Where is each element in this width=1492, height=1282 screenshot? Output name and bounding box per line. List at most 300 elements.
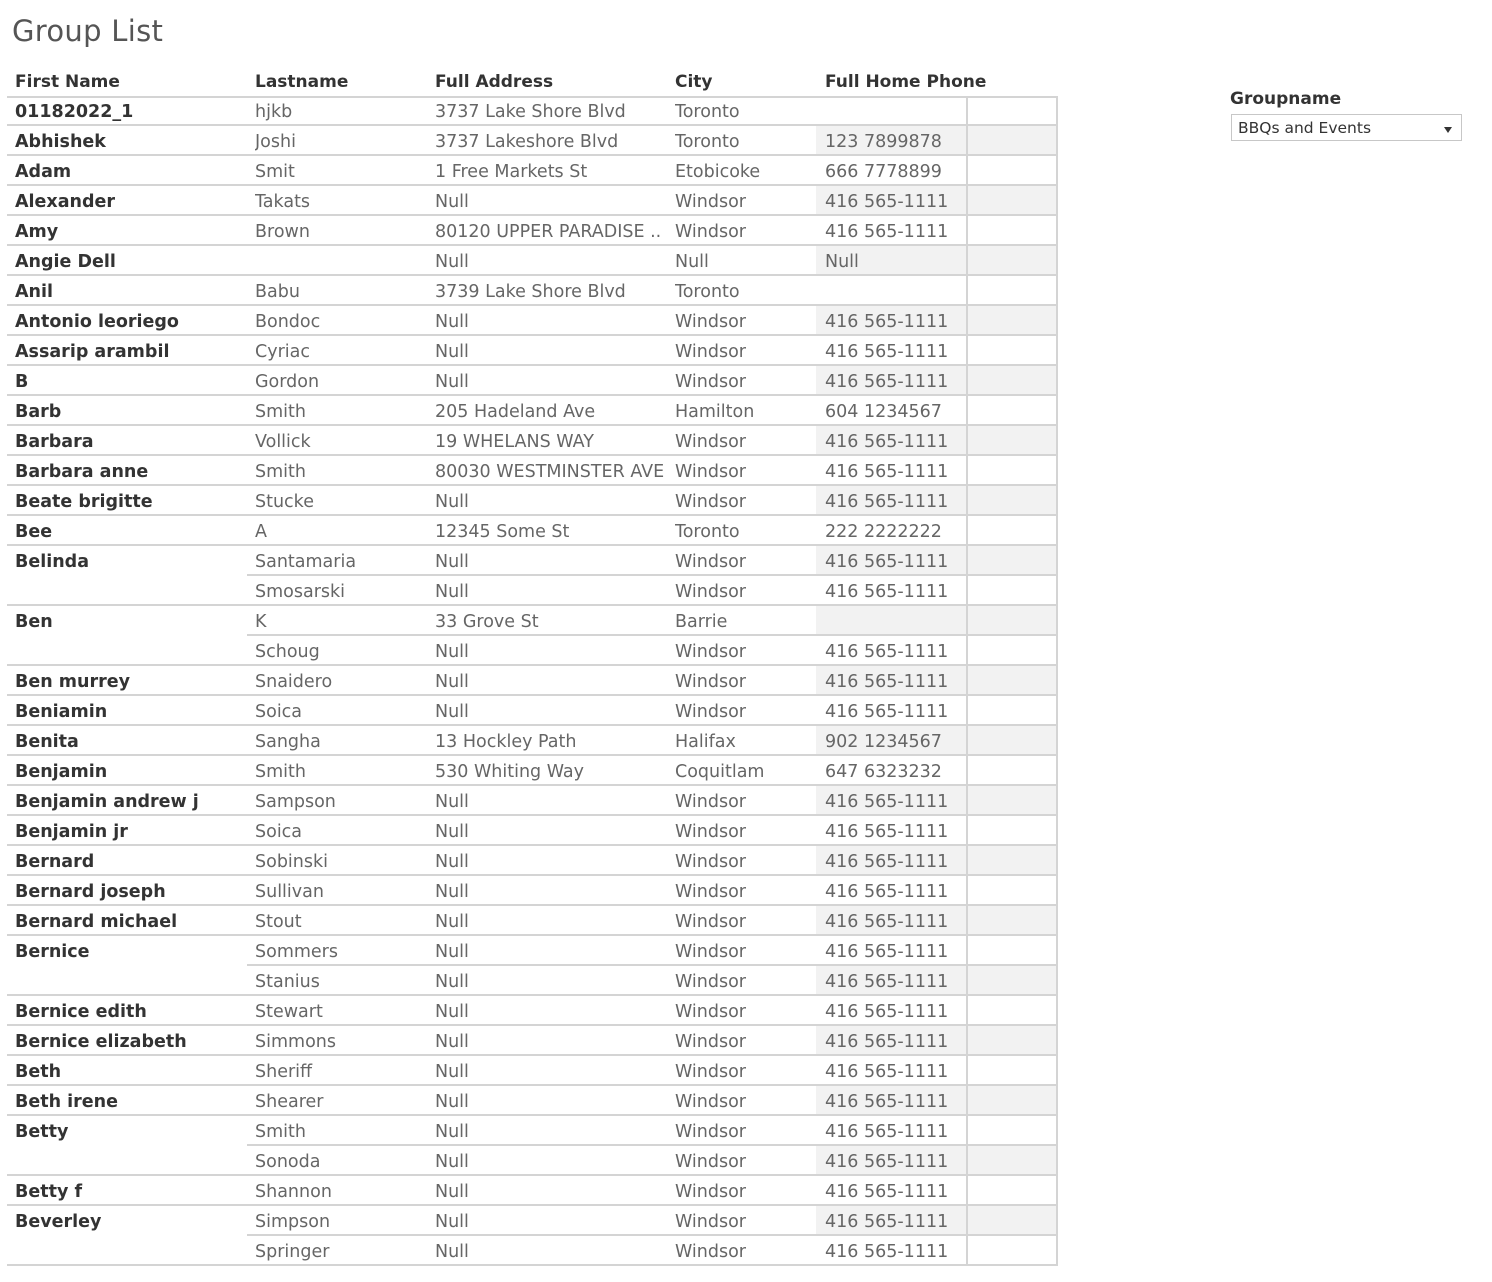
first-name-cell: Betty f [15,1182,83,1202]
table-row[interactable] [7,426,1058,456]
city-cell: Toronto [675,132,740,152]
phone-cell: 416 565-1111 [825,312,949,332]
table-right-border [1056,606,1058,636]
address-cell: Null [435,1122,469,1142]
table-row[interactable] [7,1236,1058,1266]
lastname-cell: Smith [255,1122,306,1142]
table-row[interactable] [7,1116,1058,1146]
first-name-cell: Anil [15,282,53,302]
table-row[interactable] [7,126,1058,156]
row-tail-background [966,1056,1058,1086]
table-row[interactable] [7,696,1058,726]
row-tail-background [966,276,1058,306]
column-divider [966,516,968,546]
table-right-border [1056,786,1058,816]
first-name-cell: Alexander [15,192,115,212]
city-cell: Windsor [675,852,746,872]
lastname-cell: Sobinski [255,852,328,872]
table-right-border [1056,96,1058,126]
city-cell: Windsor [675,372,746,392]
phone-cell: 416 565-1111 [825,372,949,392]
city-cell: Windsor [675,1242,746,1262]
table-right-border [1056,1206,1058,1236]
column-divider [966,1236,968,1266]
column-divider [966,576,968,606]
column-divider [966,756,968,786]
table-row[interactable] [7,606,1058,636]
phone-cell: 416 565-1111 [825,222,949,242]
groupname-filter-label: Groupname [1230,89,1342,109]
address-cell: 205 Hadeland Ave [435,402,596,422]
address-cell: 3737 Lakeshore Blvd [435,132,619,152]
table-row[interactable] [7,1056,1058,1086]
first-name-cell: Barb [15,402,62,422]
table-row[interactable] [7,216,1058,246]
table-right-border [1056,156,1058,186]
table-right-border [1056,126,1058,156]
chevron-down-icon[interactable] [1444,127,1452,133]
table-row[interactable] [7,396,1058,426]
column-divider [966,546,968,576]
column-header-city[interactable]: City [675,72,713,92]
row-tail-background [966,1236,1058,1266]
table-right-border [1056,966,1058,996]
first-name-cell: Bernice elizabeth [15,1032,187,1052]
row-tail-background [966,156,1058,186]
lastname-cell [255,246,427,276]
lastname-cell: Stout [255,912,302,932]
column-divider [966,336,968,366]
phone-cell: 416 565-1111 [825,1032,949,1052]
row-tail-background [966,1086,1058,1116]
first-name-cell: Beate brigitte [15,492,153,512]
first-name-cell: Belinda [15,552,89,572]
phone-cell: 416 565-1111 [825,582,949,602]
address-cell: 530 Whiting Way [435,762,584,782]
table-row[interactable] [7,576,1058,606]
address-cell: Null [435,342,469,362]
column-divider [966,1086,968,1116]
city-cell: Windsor [675,882,746,902]
table-row[interactable] [7,1176,1058,1206]
city-cell: Coquitlam [675,762,765,782]
phone-cell: 416 565-1111 [825,192,949,212]
address-cell: Null [435,702,469,722]
phone-cell: 416 565-1111 [825,1092,949,1112]
first-name-cell: Bernard [15,852,95,872]
phone-cell: 647 6323232 [825,762,942,782]
city-cell: Windsor [675,972,746,992]
column-header-full-address[interactable]: Full Address [435,72,554,92]
first-name-cell: Bernard joseph [15,882,166,902]
column-divider [966,846,968,876]
city-cell: Windsor [675,492,746,512]
table-row[interactable] [7,966,1058,996]
table-row[interactable] [7,1026,1058,1056]
city-cell: Null [675,252,709,272]
table-right-border [1056,456,1058,486]
lastname-cell: Sommers [255,942,338,962]
address-cell: Null [435,1212,469,1232]
city-cell: Windsor [675,1152,746,1172]
table-row[interactable] [7,486,1058,516]
table-right-border [1056,996,1058,1026]
table-row[interactable] [7,906,1058,936]
city-cell: Toronto [675,102,740,122]
city-cell: Etobicoke [675,162,761,182]
table-row[interactable] [7,846,1058,876]
column-header-lastname[interactable]: Lastname [255,72,349,92]
table-row[interactable] [7,666,1058,696]
table-row[interactable] [7,96,1058,126]
column-divider [966,216,968,246]
lastname-cell: Takats [255,192,311,212]
city-cell: Windsor [675,822,746,842]
city-cell: Windsor [675,222,746,242]
address-cell: Null [435,852,469,872]
table-row[interactable] [7,306,1058,336]
city-cell: Windsor [675,1032,746,1052]
lastname-cell: Stanius [255,972,320,992]
first-name-cell [15,636,247,666]
lastname-cell: Snaidero [255,672,333,692]
column-divider [966,1146,968,1176]
table-right-border [1056,666,1058,696]
city-cell: Hamilton [675,402,755,422]
row-tail-background [966,846,1058,876]
column-divider [966,96,968,126]
lastname-cell: Shannon [255,1182,332,1202]
address-cell: Null [435,1182,469,1202]
phone-cell: 416 565-1111 [825,1062,949,1082]
phone-cell: 416 565-1111 [825,462,949,482]
row-tail-background [966,426,1058,456]
table-right-border [1056,636,1058,666]
row-tail-background [966,306,1058,336]
table-right-border [1056,1026,1058,1056]
row-tail-background [966,1116,1058,1146]
row-tail-background [966,786,1058,816]
row-tail-background [966,126,1058,156]
phone-cell: 416 565-1111 [825,492,949,512]
table-row[interactable] [7,936,1058,966]
table-right-border [1056,1116,1058,1146]
address-cell: Null [435,1152,469,1172]
table-right-border [1056,186,1058,216]
first-name-cell: Benjamin jr [15,822,128,842]
first-name-cell: Beth irene [15,1092,118,1112]
table-row[interactable] [7,366,1058,396]
column-divider [966,1116,968,1146]
column-divider [966,696,968,726]
row-tail-background [966,636,1058,666]
lastname-cell: hjkb [255,102,293,122]
address-cell: Null [435,372,469,392]
city-cell: Barrie [675,612,728,632]
row-tail-background [966,726,1058,756]
row-tail-background [966,96,1058,126]
phone-cell: 222 2222222 [825,522,942,542]
row-tail-background [966,996,1058,1026]
city-cell: Windsor [675,342,746,362]
column-divider [966,396,968,426]
address-cell: Null [435,552,469,572]
first-name-cell: B [15,372,29,392]
column-divider [966,966,968,996]
lastname-cell: Sheriff [255,1062,313,1082]
city-cell: Windsor [675,942,746,962]
address-cell: Null [435,312,469,332]
lastname-cell: Stewart [255,1002,323,1022]
lastname-cell: Soica [255,822,303,842]
first-name-cell: Benita [15,732,79,752]
table-right-border [1056,1146,1058,1176]
phone-cell: 416 565-1111 [825,432,949,452]
column-divider [966,666,968,696]
first-name-cell: 01182022_1 [15,102,134,122]
table-right-border [1056,366,1058,396]
table-row[interactable] [7,336,1058,366]
first-name-cell: Bernard michael [15,912,178,932]
address-cell: Null [435,642,469,662]
first-name-cell: Assarip arambil [15,342,170,362]
phone-cell: 416 565-1111 [825,852,949,872]
phone-cell [825,96,965,126]
column-divider [966,366,968,396]
address-cell: Null [435,1092,469,1112]
table-row[interactable] [7,876,1058,906]
first-name-cell: Ben murrey [15,672,130,692]
table-row[interactable] [7,546,1058,576]
first-name-cell [15,966,247,996]
city-cell: Windsor [675,672,746,692]
column-header-first-name[interactable]: First Name [15,72,120,92]
phone-cell [825,276,965,306]
table-right-border [1056,546,1058,576]
first-name-cell: Benjamin andrew j [15,792,199,812]
first-name-cell: Amy [15,222,59,242]
row-tail-background [966,666,1058,696]
row-tail-background [966,906,1058,936]
row-tail-background [966,336,1058,366]
column-divider [966,1176,968,1206]
address-cell: 19 WHELANS WAY [435,432,594,452]
lastname-cell: Sampson [255,792,336,812]
row-tail-background [966,1026,1058,1056]
table-right-border [1056,576,1058,606]
column-divider [966,816,968,846]
table-right-border [1056,246,1058,276]
city-cell: Windsor [675,552,746,572]
lastname-cell: Gordon [255,372,320,392]
table-right-border [1056,906,1058,936]
table-right-border [1056,1176,1058,1206]
address-cell: 33 Grove St [435,612,539,632]
table-right-border [1056,516,1058,546]
row-tail-background [966,696,1058,726]
phone-cell: 416 565-1111 [825,642,949,662]
column-divider [966,486,968,516]
city-cell: Windsor [675,642,746,662]
phone-cell: 123 7899878 [825,132,942,152]
lastname-cell: Soica [255,702,303,722]
lastname-cell: Simmons [255,1032,336,1052]
table-row[interactable] [7,156,1058,186]
address-cell: Null [435,1002,469,1022]
page-title: Group List [12,14,164,48]
address-cell: Null [435,1062,469,1082]
column-divider [966,276,968,306]
table-row[interactable] [7,276,1058,306]
city-cell: Halifax [675,732,736,752]
city-cell: Windsor [675,1002,746,1022]
lastname-cell: Sullivan [255,882,324,902]
city-cell: Windsor [675,702,746,722]
column-divider [966,186,968,216]
groupname-filter-select[interactable] [1231,114,1462,141]
address-cell: Null [435,1032,469,1052]
table-right-border [1056,216,1058,246]
address-cell: Null [435,672,469,692]
city-cell: Windsor [675,192,746,212]
phone-cell: 604 1234567 [825,402,942,422]
table-row[interactable] [7,516,1058,546]
table-row[interactable] [7,1206,1058,1236]
phone-cell: 416 565-1111 [825,552,949,572]
table-right-border [1056,306,1058,336]
column-divider [966,726,968,756]
column-divider [966,606,968,636]
first-name-cell: Ben [15,612,53,632]
table-row[interactable] [7,1146,1058,1176]
table-row[interactable] [7,636,1058,666]
address-cell: Null [435,582,469,602]
table-right-border [1056,816,1058,846]
column-header-full-home-phone[interactable]: Full Home Phone [825,72,987,92]
table-right-border [1056,426,1058,456]
lastname-cell: Sonoda [255,1152,321,1172]
table-right-border [1056,936,1058,966]
column-divider [966,306,968,336]
city-cell: Windsor [675,1212,746,1232]
phone-cell: 416 565-1111 [825,1182,949,1202]
first-name-cell: Beth [15,1062,62,1082]
first-name-cell: Bernice [15,942,90,962]
phone-cell [825,606,965,636]
row-tail-background [966,966,1058,996]
address-cell: Null [435,1242,469,1262]
table-row[interactable] [7,756,1058,786]
city-cell: Windsor [675,1062,746,1082]
row-tail-background [966,246,1058,276]
first-name-cell: Antonio leoriego [15,312,179,332]
first-name-cell: Betty [15,1122,69,1142]
column-divider [966,996,968,1026]
first-name-cell: Benjamin [15,762,108,782]
first-name-cell: Bernice edith [15,1002,147,1022]
table-right-border [1056,276,1058,306]
city-cell: Toronto [675,282,740,302]
lastname-cell: Springer [255,1242,330,1262]
table-row[interactable] [7,816,1058,846]
row-tail-background [966,366,1058,396]
column-divider [966,426,968,456]
address-cell: 12345 Some St [435,522,570,542]
column-divider [966,246,968,276]
lastname-cell: K [255,612,267,632]
table-row[interactable] [7,246,1058,276]
phone-cell: 416 565-1111 [825,342,949,362]
groupname-selected-value: BBQs and Events [1238,119,1372,137]
table-right-border [1056,876,1058,906]
first-name-cell: Beverley [15,1212,102,1232]
row-tail-background [966,516,1058,546]
row-tail-background [966,756,1058,786]
table-right-border [1056,756,1058,786]
column-divider [966,456,968,486]
lastname-cell: Vollick [255,432,311,452]
city-cell: Windsor [675,312,746,332]
lastname-cell: Simpson [255,1212,331,1232]
row-tail-background [966,816,1058,846]
lastname-cell: Schoug [255,642,320,662]
row-tail-background [966,936,1058,966]
lastname-cell: Bondoc [255,312,321,332]
column-divider [966,1026,968,1056]
table-row[interactable] [7,726,1058,756]
address-cell: Null [435,822,469,842]
lastname-cell: Smith [255,462,306,482]
column-divider [966,1056,968,1086]
column-divider [966,156,968,186]
row-tail-background [966,1176,1058,1206]
column-divider [966,126,968,156]
lastname-cell: Smit [255,162,295,182]
table-right-border [1056,336,1058,366]
row-tail-background [966,576,1058,606]
lastname-cell: Santamaria [255,552,357,572]
table-row[interactable] [7,996,1058,1026]
first-name-cell: Beniamin [15,702,108,722]
table-row[interactable] [7,786,1058,816]
table-right-border [1056,396,1058,426]
row-tail-background [966,1146,1058,1176]
phone-cell: 416 565-1111 [825,1212,949,1232]
first-name-cell: Angie Dell [15,252,116,272]
address-cell: Null [435,882,469,902]
lastname-cell: Smith [255,762,306,782]
table-row[interactable] [7,456,1058,486]
address-cell: Null [435,252,469,272]
table-right-border [1056,846,1058,876]
row-tail-background [966,216,1058,246]
lastname-cell: Sangha [255,732,321,752]
city-cell: Windsor [675,432,746,452]
table-row[interactable] [7,1086,1058,1116]
first-name-cell: Abhishek [15,132,106,152]
address-cell: Null [435,492,469,512]
lastname-cell: A [255,522,267,542]
table-right-border [1056,486,1058,516]
table-right-border [1056,1236,1058,1266]
first-name-cell: Bee [15,522,53,542]
row-tail-background [966,546,1058,576]
address-cell: Null [435,912,469,932]
table-row[interactable] [7,186,1058,216]
row-tail-background [966,396,1058,426]
phone-cell: 416 565-1111 [825,912,949,932]
first-name-cell [15,1146,247,1176]
